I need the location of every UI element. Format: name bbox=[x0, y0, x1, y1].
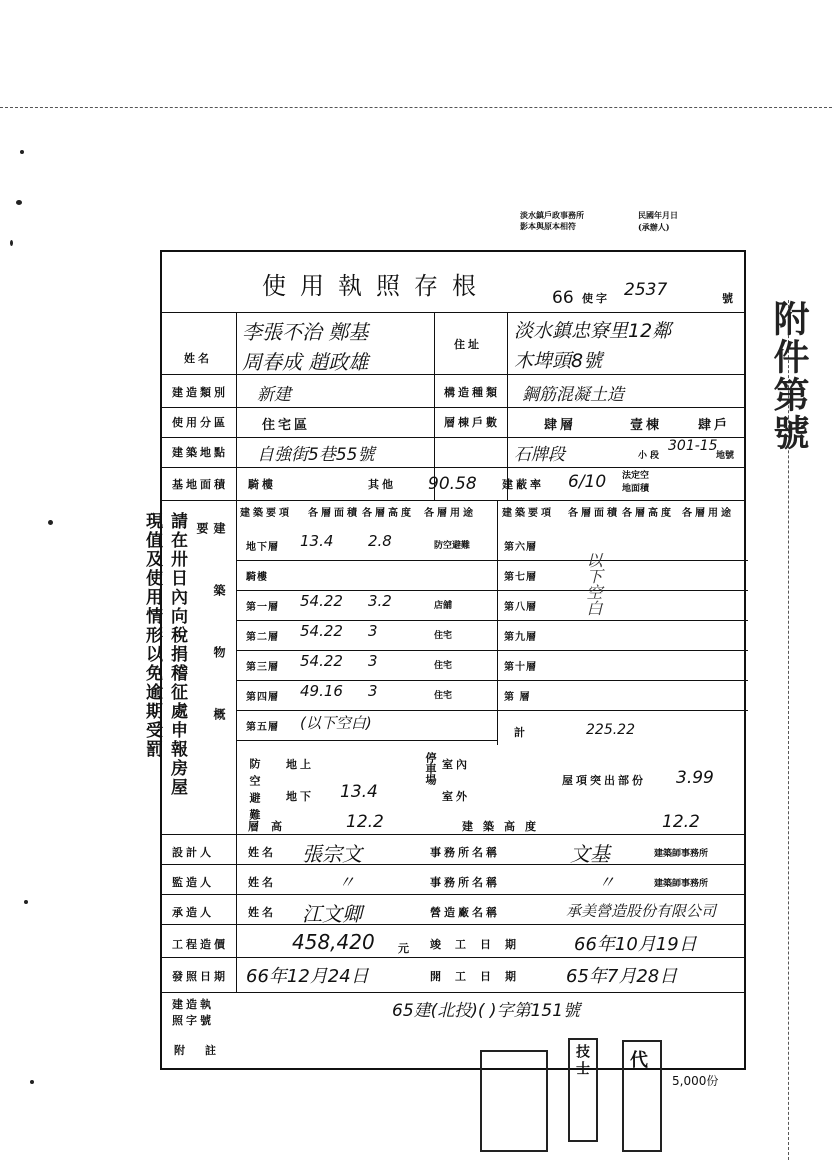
office-suffix: 建築師事務所 bbox=[654, 849, 709, 859]
above-label: 地上 bbox=[286, 758, 314, 771]
floor-row-name-r: 第十層 bbox=[504, 662, 537, 673]
structure-label: 構造種類 bbox=[444, 386, 500, 399]
floor-row-use: 住宅 bbox=[434, 691, 453, 701]
address-2: 木埤頭8號 bbox=[514, 350, 603, 372]
supervisor-label: 監造人 bbox=[172, 876, 214, 889]
stamp-line: 民國年月日 bbox=[638, 210, 678, 220]
floor-row-use: 住宅 bbox=[434, 661, 453, 671]
stamp-line: (承辦人) bbox=[638, 222, 670, 232]
floor-row-height: 3 bbox=[368, 682, 378, 700]
lot-number: 301-15 bbox=[668, 438, 718, 454]
building-summary-label: 建築物概要 bbox=[195, 522, 226, 770]
floor-row-height: 2.8 bbox=[368, 532, 392, 550]
site-label: 建築地點 bbox=[172, 446, 228, 459]
builder-names-1: 李張不治 鄭基 bbox=[242, 320, 369, 344]
company: 承美營造股份有限公司 bbox=[566, 902, 717, 920]
floor-row-height: 3 bbox=[368, 622, 378, 640]
coverage: 6/10 bbox=[568, 472, 607, 492]
stamp-line: 影本與原本相符 bbox=[520, 221, 576, 231]
floor-row-area: 54.22 bbox=[300, 652, 343, 670]
use-zone: 住宅區 bbox=[262, 418, 311, 433]
builder-names-2: 周春成 趙政雄 bbox=[242, 350, 369, 374]
bottom-stamp-1 bbox=[568, 1038, 598, 1142]
complete-date: 66年10月19日 bbox=[574, 934, 697, 955]
floor-row-area: 49.16 bbox=[300, 682, 343, 700]
start-date: 65年7月28日 bbox=[566, 966, 678, 987]
tax-notice: 請在卅日內向稅捐稽征處申報房屋現值及使用情形以免逾期受罰 bbox=[142, 512, 187, 797]
permit-prefix: 66 bbox=[552, 288, 574, 308]
address-1: 淡水鎮忠寮里12鄰 bbox=[514, 320, 672, 342]
floor-row-name: 第五層 bbox=[246, 722, 279, 733]
supervisor-name-label: 姓名 bbox=[248, 876, 276, 889]
cost-unit: 元 bbox=[398, 942, 412, 955]
floor-row-height: 3 bbox=[368, 652, 378, 670]
use-permit-stub bbox=[160, 250, 746, 1070]
other-area: 90.58 bbox=[428, 474, 477, 494]
outdoor-label: 室外 bbox=[442, 790, 470, 803]
floor-height: 12.2 bbox=[346, 812, 384, 832]
shelter-row-label: 防空避難 bbox=[248, 758, 261, 826]
designer-name-label: 姓名 bbox=[248, 846, 276, 859]
start-label: 開工日期 bbox=[430, 970, 530, 983]
roof-label: 屋項突出部份 bbox=[562, 774, 646, 787]
floor-header-height: 各層高度 bbox=[362, 508, 414, 519]
designer: 張宗文 bbox=[302, 842, 362, 866]
parking-label: 停車場 bbox=[424, 752, 437, 785]
floor-row-area: 54.22 bbox=[300, 622, 343, 640]
other-label: 其他 bbox=[368, 478, 396, 491]
contractor-name-label: 姓名 bbox=[248, 906, 276, 919]
floor-row-name-r: 第七層 bbox=[504, 572, 537, 583]
floor-header-area-r: 各層面積 bbox=[568, 508, 620, 519]
use-zone-label: 使用分區 bbox=[172, 416, 228, 429]
subsection-label: 小段 bbox=[638, 451, 663, 461]
stamp-text: 技士 bbox=[574, 1044, 590, 1078]
coverage-label: 建蔽率 bbox=[502, 478, 544, 491]
floors-label: 層棟戶數 bbox=[444, 416, 500, 429]
contractor: 江文卿 bbox=[302, 902, 362, 926]
supervisor-office: 〃 bbox=[598, 873, 615, 893]
total-label: 計 bbox=[514, 726, 528, 739]
contractor-label: 承造人 bbox=[172, 906, 214, 919]
remarks-label: 附註 bbox=[174, 1044, 236, 1057]
issue-label: 發照日期 bbox=[172, 970, 228, 983]
cost-label: 工程造價 bbox=[172, 938, 228, 951]
buildings: 壹棟 bbox=[630, 418, 663, 433]
floor-header-items: 建築要項 bbox=[240, 508, 292, 519]
form-title: 使用執照存根 bbox=[262, 272, 490, 300]
below-value: 13.4 bbox=[340, 782, 378, 802]
floor-row-name-r: 第 層 bbox=[504, 692, 531, 703]
floor-row-name: 第一層 bbox=[246, 602, 279, 613]
office-label: 事務所名稱 bbox=[430, 846, 500, 859]
floor-row-name: 地下層 bbox=[246, 542, 279, 553]
floor-header-use: 各層用途 bbox=[424, 508, 476, 519]
bldg-height-label: 建築高度 bbox=[462, 820, 546, 833]
lot-label: 地號 bbox=[716, 451, 735, 461]
floor-height-label: 層高 bbox=[248, 820, 294, 833]
open-space-label: 法定空地面積 bbox=[622, 471, 650, 494]
total-value: 225.22 bbox=[586, 722, 635, 738]
build-type-label: 建造類別 bbox=[172, 386, 228, 399]
floor-header-items-r: 建築要項 bbox=[502, 508, 554, 519]
complete-label: 竣工日期 bbox=[430, 938, 530, 951]
floor-row-area: (以下空白) bbox=[300, 714, 372, 732]
site-section: 石牌段 bbox=[514, 445, 565, 465]
floor-row-area: 54.22 bbox=[300, 592, 343, 610]
address-label: 住址 bbox=[454, 338, 482, 351]
build-type: 新建 bbox=[257, 385, 291, 405]
floor-header-area: 各層面積 bbox=[308, 508, 360, 519]
floor-header-use-r: 各層用途 bbox=[682, 508, 734, 519]
floor-row-area: 13.4 bbox=[300, 532, 334, 550]
floor-row-use: 店舖 bbox=[434, 601, 453, 611]
floor-row-name: 騎樓 bbox=[246, 572, 268, 583]
builder-name-label: 姓名 bbox=[184, 352, 212, 365]
floor-header-height-r: 各層高度 bbox=[622, 508, 674, 519]
roof-value: 3.99 bbox=[676, 768, 714, 788]
empty-note: 以下空白 bbox=[584, 552, 603, 616]
permit-number: 2537 bbox=[624, 280, 668, 300]
arcade-label: 騎樓 bbox=[248, 478, 276, 491]
units: 肆戶 bbox=[698, 418, 731, 433]
floor-row-name: 第四層 bbox=[246, 692, 279, 703]
floors: 肆層 bbox=[544, 418, 577, 433]
bldg-height: 12.2 bbox=[662, 812, 700, 832]
floor-row-name-r: 第六層 bbox=[504, 542, 537, 553]
bottom-stamp-2 bbox=[622, 1040, 662, 1152]
supervisor-office-suffix: 建築師事務所 bbox=[654, 879, 709, 889]
structure: 鋼筋混凝土造 bbox=[522, 385, 624, 405]
below-label: 地下 bbox=[286, 790, 314, 803]
issue-date: 66年12月24日 bbox=[246, 966, 369, 987]
floor-row-name: 第二層 bbox=[246, 632, 279, 643]
floor-row-height: 3.2 bbox=[368, 592, 392, 610]
floor-row-name: 第三層 bbox=[246, 662, 279, 673]
company-label: 營造廠名稱 bbox=[430, 906, 500, 919]
header-stamp bbox=[520, 210, 735, 250]
floor-row-name-r: 第九層 bbox=[504, 632, 537, 643]
site-address: 自強街5巷55號 bbox=[257, 445, 375, 465]
supervisor-office-label: 事務所名稱 bbox=[430, 876, 500, 889]
supervisor: 〃 bbox=[338, 873, 355, 893]
permit-label: 建造執照字號 bbox=[172, 998, 214, 1027]
area-label: 基地面積 bbox=[172, 478, 228, 491]
cost: 458,420 bbox=[292, 930, 375, 954]
right-edge-text: 附件第號 bbox=[768, 300, 810, 452]
floor-row-name-r: 第八層 bbox=[504, 602, 537, 613]
permit-value: 65建(北投)( )字第151號 bbox=[392, 1001, 581, 1021]
scan-border-top bbox=[0, 107, 832, 108]
indoor-label: 室內 bbox=[442, 758, 470, 771]
print-count: 5,000份 bbox=[672, 1074, 719, 1088]
bottom-stamp-3 bbox=[480, 1050, 548, 1152]
stamp-line: 淡水鎮戶政事務所 bbox=[520, 210, 584, 220]
floor-row-use: 住宅 bbox=[434, 631, 453, 641]
office: 文基 bbox=[570, 842, 610, 866]
stamp-text: 代 bbox=[630, 1050, 651, 1071]
designer-label: 設計人 bbox=[172, 846, 214, 859]
floor-row-use: 防空避難 bbox=[434, 541, 471, 551]
permit-suffix: 號 bbox=[722, 292, 736, 305]
permit-prefix-label: 使字 bbox=[582, 292, 610, 305]
